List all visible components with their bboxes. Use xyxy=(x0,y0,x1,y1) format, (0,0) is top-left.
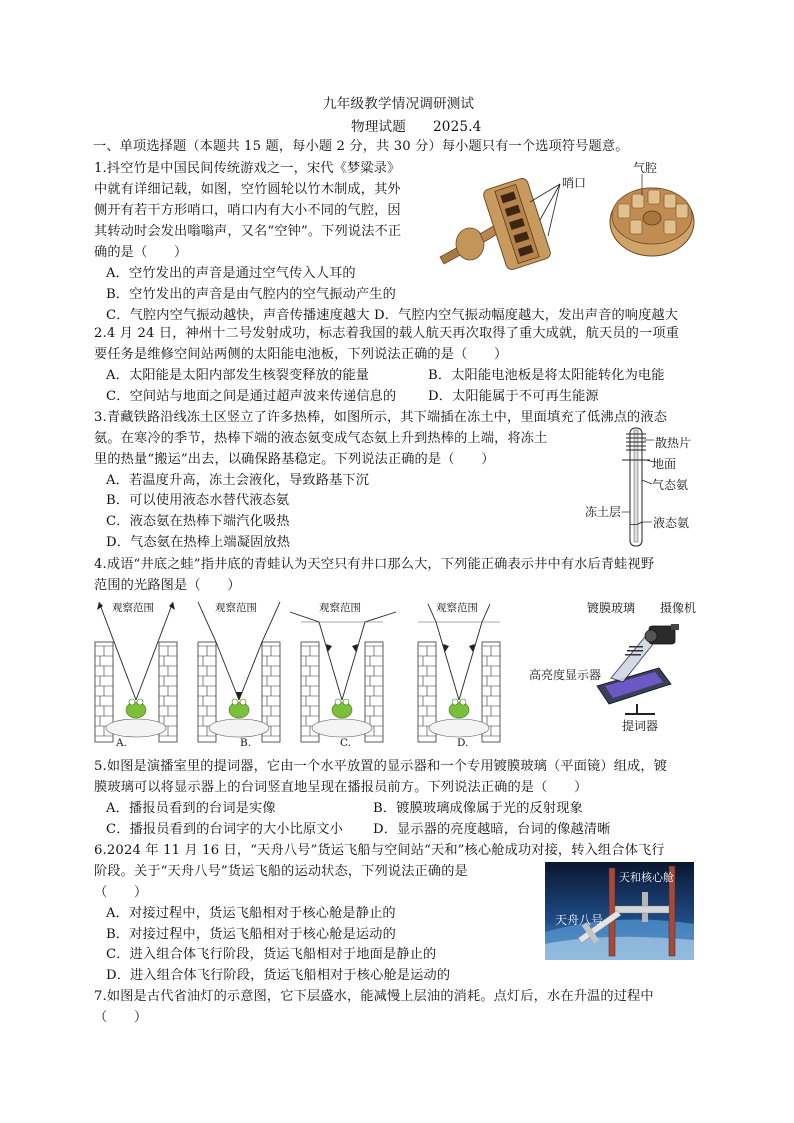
q7-line: （ ） xyxy=(94,1010,148,1025)
panel-label-c: C. xyxy=(340,737,351,749)
q1-line: 中就有详细记载，如图，空竹圆轮以竹木制成，其外 xyxy=(94,182,401,197)
q3-option-d: D．气态氨在热棒上端凝固放热 xyxy=(106,535,291,550)
q5-line: 5.如图是演播室里的提词器，它由一个水平放置的显示器和一个专用镀膜玻璃（平面镜）组成，镀 xyxy=(94,759,668,774)
panel-title-c: 观察范围 xyxy=(319,602,361,614)
q4-line: 4.成语“井底之蛙”指井底的青蛙认为天空只有井口那么大，下列能正确表示井中有水后青蛙视野 xyxy=(94,557,655,572)
q1-line: 其转动时会发出嗡嗡声，又名“空钟”。下列说法不正 xyxy=(94,224,402,239)
label-core-module: 天和核心舱 xyxy=(619,871,674,884)
label-liquid-ammonia: 液态氨 xyxy=(653,516,690,530)
panel-title-b: 观察范围 xyxy=(215,602,257,614)
q2-line: 要任务是维修空间站两侧的太阳能电池板，下列说法正确的是（ ） xyxy=(94,347,508,362)
q5-line: 膜玻璃可以将显示器上的台词竖直地呈现在播报员前方。下列说法正确的是（ ） xyxy=(94,780,588,795)
q5-option-c: C．播报员看到的台词字的大小比原文小 xyxy=(106,822,343,837)
panel-title-a: 观察范围 xyxy=(112,602,154,614)
panel-label-d: D. xyxy=(457,737,469,749)
label-whistle: 哨口 xyxy=(562,176,587,190)
q2-option-b: B．太阳能电池板是将太阳能转化为电能 xyxy=(428,368,665,383)
q6-line: （ ） xyxy=(94,885,148,900)
q2-option-a: A．太阳能是太阳内部发生核裂变释放的能量 xyxy=(106,368,370,383)
label-fin: 散热片 xyxy=(655,436,692,450)
q3-option-c: C．液态氨在热棒下端汽化吸热 xyxy=(106,514,290,529)
q1-line: 侧开有若干方形哨口，哨口内有大小不同的气腔，因 xyxy=(94,203,401,218)
q6-option-a: A．对接过程中，货运飞船相对于核心舱是静止的 xyxy=(106,906,396,921)
q6-line: 阶段。关于“天舟八号”货运飞船的运动状态，下列说法正确的是 xyxy=(94,864,468,879)
q5-option-b: B．镀膜玻璃成像属于光的反射现象 xyxy=(373,801,583,816)
q2-line: 2.4 月 24 日，神州十二号发射成功，标志着我国的载人航天再次取得了重大成就，航天员的一项重 xyxy=(94,326,680,341)
label-cavity: 气腔 xyxy=(633,161,658,175)
q6-option-c: C．进入组合体飞行阶段，货运飞船相对于地面是静止的 xyxy=(106,947,437,962)
q2-option-c: C．空间站与地面之间是通过超声波来传递信息的 xyxy=(106,389,397,404)
q6-line: 6.2024 年 11 月 16 日，“天舟八号”货运飞船与空间站“天和”核心舱成功对接，转入组合体飞行 xyxy=(94,843,665,858)
subject-title: 物理试题 xyxy=(351,119,406,135)
label-ground: 地面 xyxy=(652,457,677,471)
page-title: 九年级教学情况调研测试 xyxy=(323,96,475,112)
exam-date: 2025.4 xyxy=(433,119,482,135)
teleprompter-figure xyxy=(585,620,695,715)
q1-option-b: B．空竹发出的声音是由气腔内的空气振动产生的 xyxy=(106,287,396,302)
panel-label-b: B. xyxy=(240,737,252,749)
panel-label-a: A. xyxy=(116,737,127,749)
q3-line: 里的热量“搬运”出去，以确保路基稳定。下列说法正确的是（ ） xyxy=(94,452,495,467)
q1-option-cd: C．气腔内空气振动越快，声音传播速度越大 D．气腔内空气振动幅度越大，发出声音的响度越大 xyxy=(106,308,679,323)
well-frog-diagram-a xyxy=(93,598,183,748)
q3-line: 3.青藏铁路沿线冻土区竖立了许多热棒，如图所示，其下端插在冻土中，里面填充了低沸点的液态 xyxy=(94,410,668,425)
q1-option-a: A．空竹发出的声音是通过空气传入人耳的 xyxy=(106,266,356,281)
well-frog-diagram-c xyxy=(288,598,400,748)
label-gas-ammonia: 气态氨 xyxy=(652,478,689,492)
q3-line: 氨。在寒冷的季节，热棒下端的液态氨变成气态氨上升到热棒的上端，将冻土 xyxy=(94,431,548,446)
label-coated-glass: 镀膜玻璃 xyxy=(587,601,636,615)
q6-option-b: B．对接过程中，货运飞船相对于核心舱是运动的 xyxy=(106,927,396,942)
well-frog-diagram-d xyxy=(410,598,510,748)
label-display: 高亮度显示器 xyxy=(529,668,602,682)
q3-option-b: B．可以使用液态水替代液态氨 xyxy=(106,493,290,508)
q2-option-d: D．太阳能属于不可再生能源 xyxy=(428,389,599,404)
q5-option-d: D．显示器的亮度越暗，台词的像越清晰 xyxy=(373,822,611,837)
label-frozen-soil: 冻土层 xyxy=(585,505,622,519)
q6-option-d: D．进入组合体飞行阶段，货运飞船相对于核心舱是运动的 xyxy=(106,968,451,983)
q5-option-a: A．播报员看到的台词是实像 xyxy=(106,801,276,816)
q3-option-a: A．若温度升高，冻土会液化，导致路基下沉 xyxy=(106,473,370,488)
label-prompter: 提词器 xyxy=(622,719,659,733)
label-tianzhou: 天舟八号 xyxy=(555,913,604,927)
q1-line: 1.抖空竹是中国民间传统游戏之一，宋代《梦粱录》 xyxy=(94,161,401,176)
q4-line: 范围的光路图是（ ） xyxy=(94,578,241,593)
q1-line: 确的是（ ） xyxy=(94,245,188,260)
label-camera: 摄像机 xyxy=(660,601,697,615)
well-frog-diagram-b xyxy=(196,598,286,748)
panel-title-d: 观察范围 xyxy=(436,602,478,614)
section-heading: 一、单项选择题（本题共 15 题，每小题 2 分，共 30 分）每小题只有一个选项符号题意。 xyxy=(93,139,629,154)
q7-line: 7.如图是古代省油灯的示意图，它下层盛水，能减慢上层油的消耗。点灯后，水在升温的过程中 xyxy=(94,989,654,1004)
